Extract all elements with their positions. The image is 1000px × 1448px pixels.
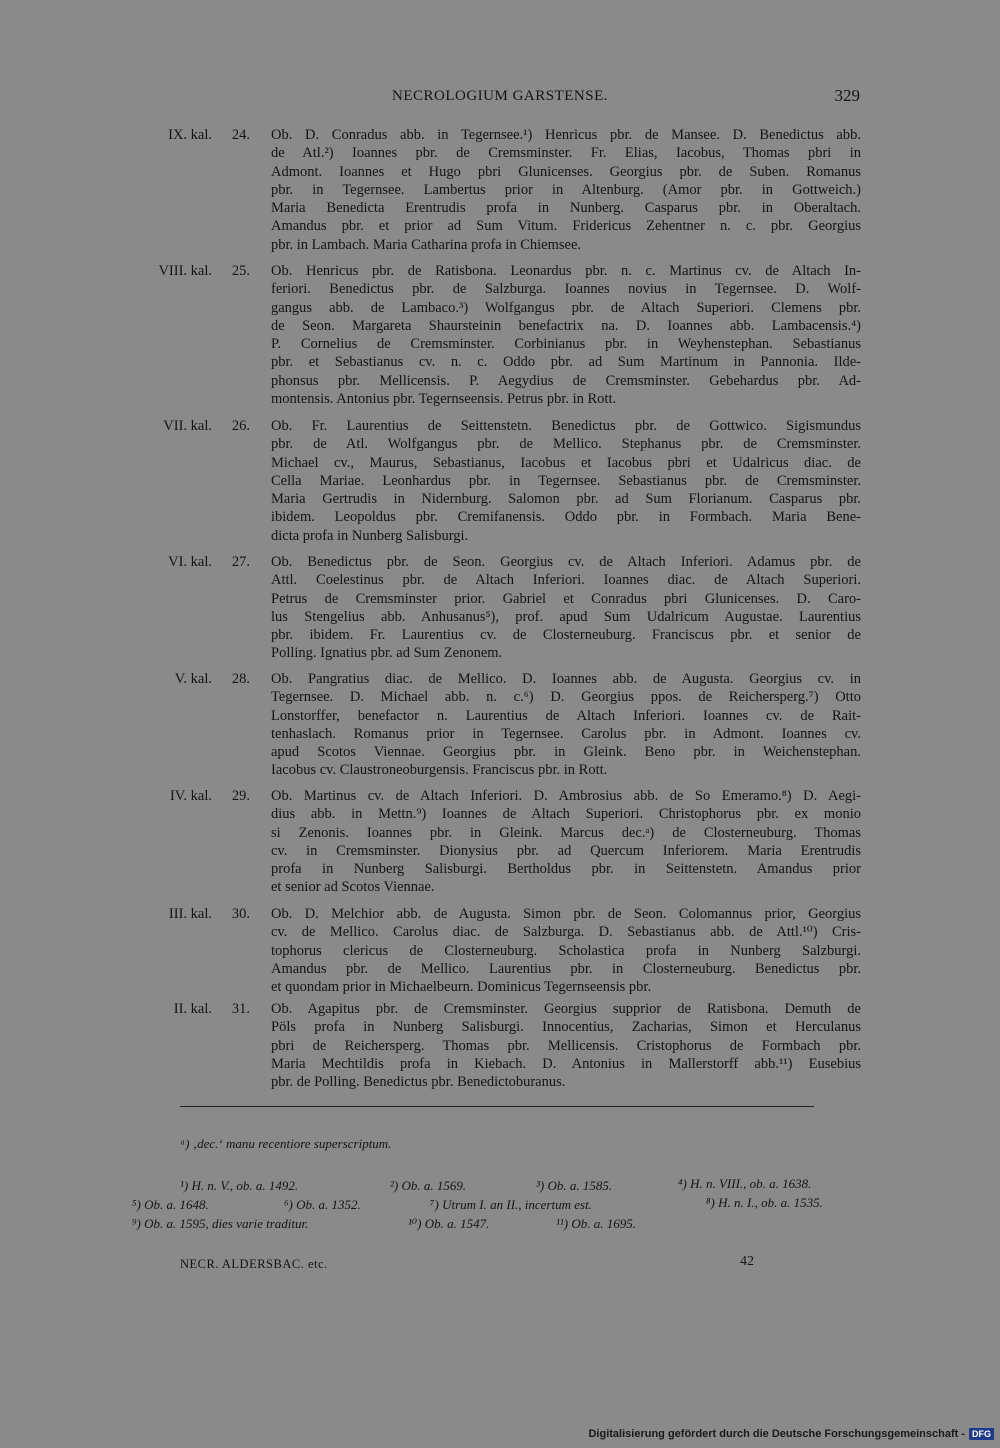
entry-kal-label: VIII. kal.	[158, 263, 212, 279]
footnote-9: ⁹) Ob. a. 1595, dies varie traditur.	[132, 1216, 309, 1231]
entry-text-line: Admont. Ioannes et Hugo pbri Glunicenses. Georgius pbr. de Suben. Romanus	[271, 163, 861, 180]
entry-kal-label: III. kal.	[168, 906, 212, 922]
entry-kal-label: V. kal.	[174, 671, 212, 687]
footnote-6: ⁶) Ob. a. 1352.	[284, 1197, 361, 1212]
dfg-logo: DFG	[969, 1428, 994, 1440]
footnote-8: ⁸) H. n. I., ob. a. 1535.	[706, 1195, 823, 1210]
entry-text-line: Ob. Agapitus pbr. de Cremsminster. Georgius supprior de Ratisbona. Demuth de	[271, 1001, 861, 1017]
entry-text-line: dicta profa in Nunberg Salisburgi.	[271, 527, 469, 544]
entry-text	[271, 262, 861, 408]
entry-text-line: Iacobus cv. Claustroneoburgensis. Franciscus pbr. in Rott.	[271, 762, 608, 779]
entry-text-line: si Zenonis. Ioannes pbr. in Gleink. Marcus dec.ᵃ) de Closterneuburg. Thomas	[271, 824, 861, 841]
entry-text-line: Ob. Henricus pbr. de Ratisbona. Leonardus pbr. n. c. Martinus cv. de Altach In-	[271, 263, 861, 279]
entry-text-line: Cella Mariae. Leonhardus pbr. in Tegernsee. Sebastianus pbr. de Cremsminster.	[271, 472, 861, 489]
entry-text-line: dius abb. in Mettn.⁹) Ioannes de Altach Superiori. Christophorus pbr. ex monio	[271, 806, 861, 823]
entry-text	[271, 1000, 861, 1091]
entry-text-line: Ob. Fr. Laurentius de Seittenstetn. Benedictus pbr. de Gottwico. Sigismundus	[271, 418, 861, 434]
entry-text-line: Ob. D. Melchior abb. de Augusta. Simon pbr. de Seon. Colomannus prior, Georgius	[271, 906, 861, 922]
footnote-1: ¹) H. n. V., ob. a. 1492.	[180, 1178, 299, 1193]
footnote-10: ¹⁰) Ob. a. 1547.	[408, 1216, 490, 1231]
entry-text-line: pbr. ibidem. Fr. Laurentius cv. de Closterneuburg. Franciscus pbr. et senior de	[271, 627, 861, 644]
entry-text	[271, 126, 861, 254]
entry-day-number: 24.	[231, 127, 250, 143]
entry-kal-label: II. kal.	[173, 1001, 212, 1017]
entry-text-line: Petrus de Cremsminster prior. Gabriel et Conradus pbri Glunicenses. D. Caro-	[271, 590, 861, 607]
entry-kal-label: IV. kal.	[169, 788, 212, 804]
entry-text-line: et senior ad Scotos Viennae.	[271, 879, 435, 896]
footnote-7: ⁷) Utrum I. an II., incertum est.	[430, 1197, 592, 1212]
entry-text-line: Maria Gertrudis in Nidernburg. Salomon pbr. ad Sum Florianum. Casparus pbr.	[271, 491, 861, 508]
entry-text-line: Amandus pbr. et prior ad Sum Vitum. Fridericus Zehentner n. c. pbr. Georgius	[271, 218, 861, 235]
entry-day-number: 29.	[231, 788, 250, 804]
entry-text-line: montensis. Antonius pbr. Tegernseensis. Petrus pbr. in Rott.	[271, 391, 617, 408]
entry-text-line: gangus abb. de Lambaco.³) Wolfgangus pbr. de Altach Superiori. Clemens pbr.	[271, 299, 861, 316]
footnote-2: ²) Ob. a. 1569.	[390, 1178, 467, 1193]
entry-day-number: 28.	[231, 671, 250, 687]
entry-text-line: et quondam prior in Michaelbeurn. Dominicus Tegernseensis pbr.	[271, 979, 652, 996]
page-number: 329	[834, 86, 860, 105]
footnote-5: ⁵) Ob. a. 1648.	[132, 1197, 209, 1212]
entry-text-line: de Seon. Margareta Shaursteinin benefactrix na. D. Ioannes abb. Lambacensis.⁴)	[271, 317, 861, 334]
sheet-number: 42	[740, 1254, 754, 1269]
entry-text-line: Lonstorffer, benefactor n. Laurentius de Altach Inferiori. Ioannes cv. de Rait-	[271, 707, 861, 724]
entry-text-line: tenhaslach. Romanus prior in Tegernsee. Carolus pbr. in Admont. Ioannes cv.	[271, 725, 861, 742]
entry-text-line: Tegernsee. D. Michael abb. n. c.⁶) D. Georgius ppos. de Reichersperg.⁷) Otto	[271, 689, 861, 706]
entry-text-line: pbr. et Sebastianus cv. n. c. Oddo pbr. ad Sum Martinum in Pannonia. Ilde-	[271, 354, 861, 371]
entry-text-line: ibidem. Leopoldus pbr. Cremifanensis. Oddo pbr. in Formbach. Maria Bene-	[271, 509, 861, 526]
entry-text-line: Pöls profa in Nunberg Salisburgi. Innocentius, Zacharias, Simon et Herculanus	[271, 1019, 861, 1036]
entry-kal-label: IX. kal.	[168, 127, 212, 143]
dfg-text: Digitalisierung gefördert durch die Deutsche Forschungsgemeinschaft -	[588, 1428, 965, 1441]
entry-text-line: Amandus pbr. de Mellico. Laurentius pbr. in Closterneuburg. Benedictus pbr.	[271, 960, 861, 977]
entry-text-line: Maria Benedicta Erentrudis profa in Nunberg. Casparus pbr. in Oberaltach.	[271, 200, 861, 217]
entry-text-line: Ob. Benedictus pbr. de Seon. Georgius cv. de Altach Inferiori. Adamus pbr. de	[271, 554, 861, 570]
entry-text-line: Michael cv., Maurus, Sebastianus, Iacobus et Iacobus pbri et Udalricus diac. de	[271, 454, 861, 471]
entry-text-line: pbr. in Tegernsee. Lambertus prior in Altenburg. (Amor pbr. in Gottweich.)	[271, 181, 861, 198]
entry-kal-label: VI. kal.	[168, 554, 212, 570]
signature-mark: NECR. ALDERSBAC. etc.	[180, 1257, 328, 1271]
entry-text-line: Polling. Ignatius pbr. ad Sum Zenonem.	[271, 645, 503, 662]
footnote-a: ᵃ) ‚dec.‘ manu recentiore superscriptum.	[180, 1136, 392, 1151]
footnote-divider	[180, 1106, 814, 1107]
entry-text-line: apud Scotos Viennae. Georgius pbr. in Gleink. Beno pbr. in Weichenstephan.	[271, 744, 861, 761]
entry-kal-label: VII. kal.	[163, 418, 212, 434]
entry-text-line: Ob. D. Conradus abb. in Tegernsee.¹) Henricus pbr. de Mansee. D. Benedictus abb.	[271, 127, 861, 143]
entry-day-number: 26.	[231, 418, 250, 434]
entry-text-line: lus Stengelius abb. Anhusanus⁵), prof. apud Sum Udalricum Augustae. Laurentius	[271, 608, 861, 625]
entry-day-number: 25.	[231, 263, 250, 279]
entry-text-line: phonsus pbr. Mellicensis. P. Aegydius de Cremsminster. Gebehardus pbr. Ad-	[271, 372, 861, 389]
entry-text-line: cv. in Cremsminster. Dionysius pbr. ad Quercum Inferiorem. Maria Erentrudis	[271, 842, 861, 859]
entry-text-line: Maria Mechtildis profa in Kiebach. D. Antonius in Mallerstorff abb.¹¹) Eusebius	[271, 1055, 861, 1072]
entry-day-number: 30.	[231, 906, 250, 922]
entry-text-line: P. Cornelius de Cremsminster. Corbinianus pbr. in Weyhenstephan. Sebastianus	[271, 336, 861, 353]
entry-text	[271, 787, 861, 897]
entry-text	[271, 417, 861, 545]
page-header-title: NECROLOGIUM GARSTENSE.	[391, 88, 608, 104]
entry-text-line: pbr. in Lambach. Maria Catharina profa in Chiemsee.	[271, 236, 582, 253]
entry-text-line: feriori. Benedictus pbr. de Salzburga. Ioannes novius in Tegernsee. D. Wolf-	[271, 281, 861, 298]
dfg-banner	[560, 1428, 1000, 1448]
footnote-11: ¹¹) Ob. a. 1695.	[556, 1216, 637, 1231]
entry-text-line: Ob. Pangratius diac. de Mellico. D. Ioannes abb. de Augusta. Georgius cv. in	[271, 671, 861, 687]
entry-text-line: Attl. Coelestinus pbr. de Altach Inferiori. Ioannes diac. de Altach Superiori.	[271, 572, 861, 589]
entry-text-line: Ob. Martinus cv. de Altach Inferiori. D. Ambrosius abb. de So Emeramo.⁸) D. Aegi-	[271, 788, 861, 804]
entry-text-line: pbri de Reichersperg. Thomas pbr. Mellicensis. Cristophorus de Formbach pbr.	[271, 1037, 861, 1054]
entry-text-line: cv. de Mellico. Carolus diac. de Salzburga. D. Sebastianus abb. de Attl.¹⁰) Cris-	[271, 924, 861, 941]
entry-day-number: 27.	[231, 554, 250, 570]
entry-text-line: de Atl.²) Ioannes pbr. de Cremsminster. Fr. Elias, Iacobus, Thomas pbri in	[271, 145, 861, 162]
entry-text-line: pbr. de Polling. Benedictus pbr. Benedictoburanus.	[271, 1074, 566, 1091]
entry-text	[271, 670, 861, 780]
entry-text-line: profa in Nunberg Salisburgi. Bertholdus pbr. in Seittenstetn. Amandus prior	[271, 861, 861, 878]
entry-text-line: pbr. de Atl. Wolfgangus pbr. de Mellico. Stephanus pbr. de Cremsminster.	[271, 436, 861, 453]
entry-text	[271, 553, 861, 663]
entry-day-number: 31.	[231, 1001, 250, 1017]
footnote-3: ³) Ob. a. 1585.	[536, 1178, 613, 1193]
entry-text-line: tophorus clericus de Closterneuburg. Scholastica profa in Nunberg Salzburgi.	[271, 942, 861, 959]
footnote-4: ⁴) H. n. VIII., ob. a. 1638.	[678, 1176, 812, 1191]
entry-text	[271, 905, 861, 996]
